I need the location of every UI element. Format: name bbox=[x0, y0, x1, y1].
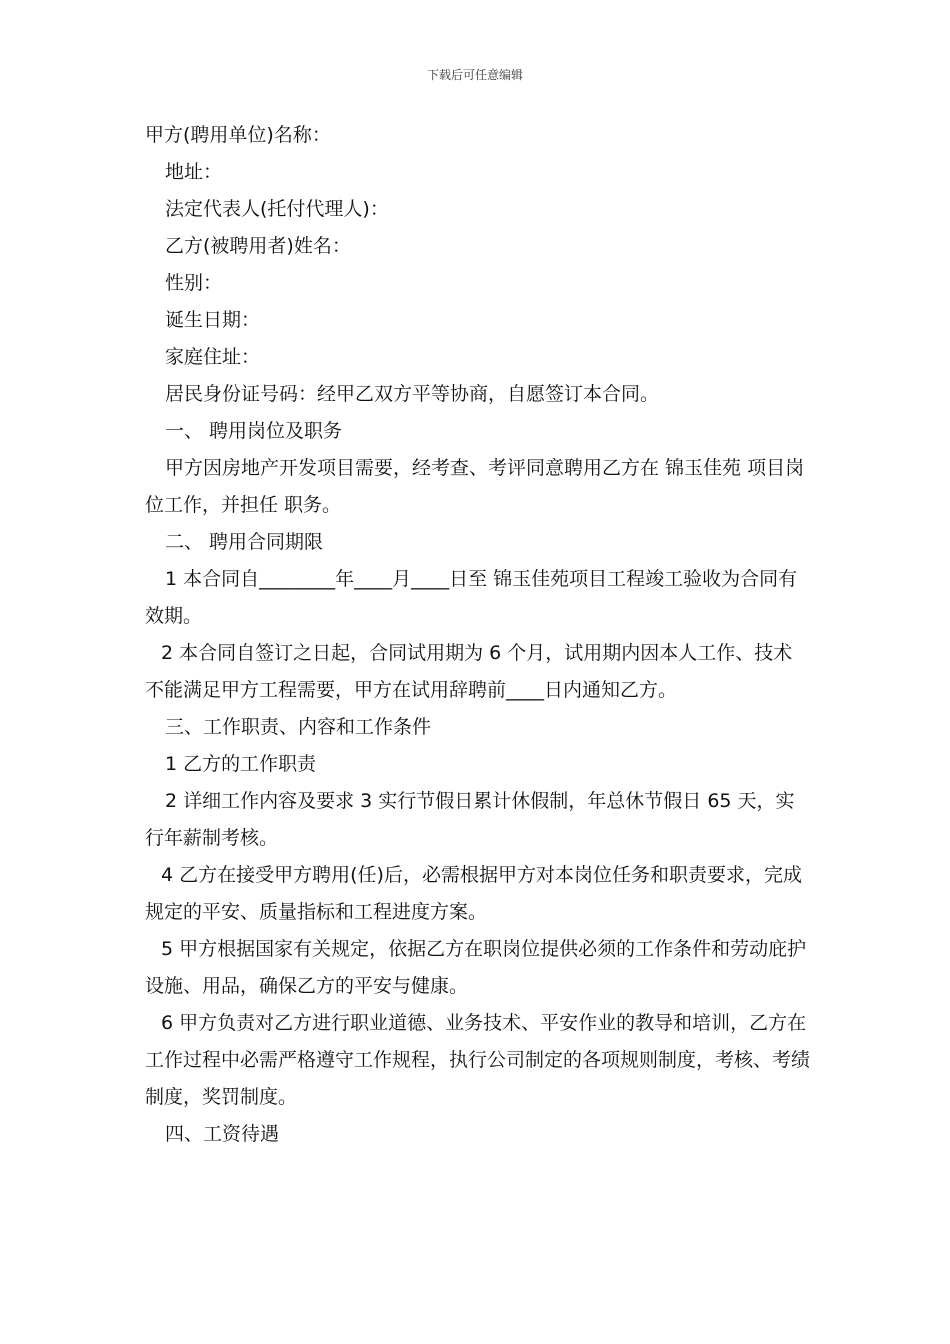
field-gender: 性别： bbox=[165, 272, 223, 294]
document-body bbox=[145, 117, 810, 1153]
section-heading-3: 三、工作职责、内容和工作条件 bbox=[165, 716, 432, 738]
paragraph: 4 乙方在接受甲方聘用(任)后，必需根据甲方对本岗位任务和职责要求，完成规定的平安、质量指标和工程进度方案。 bbox=[145, 864, 802, 923]
field-legal-representative: 法定代表人(托付代理人)： bbox=[165, 198, 389, 220]
field-employee-name: 乙方(被聘用者)姓名： bbox=[165, 235, 351, 257]
field-birth-date: 诞生日期： bbox=[165, 309, 261, 331]
field-id-number: 居民身份证号码：经甲乙双方平等协商，自愿签订本合同。 bbox=[165, 383, 660, 405]
page-header: 下载后可任意编辑 bbox=[426, 68, 523, 82]
paragraph: 6 甲方负责对乙方进行职业道德、业务技术、平安作业的教导和培训，乙方在工作过程中必需严格遵守工作规程，执行公司制定的各项规则制度，考核、考绩制度，奖罚制度。 bbox=[145, 1012, 811, 1108]
section-heading-1: 一、 聘用岗位及职务 bbox=[165, 420, 343, 442]
paragraph: 1 乙方的工作职责 bbox=[165, 753, 317, 775]
field-home-address: 家庭住址： bbox=[165, 346, 261, 368]
paragraph: 1 本合同自________年____月____日至 锦玉佳苑项目工程竣工验收为合同有效期。 bbox=[145, 568, 798, 627]
paragraph: 5 甲方根据国家有关规定，依据乙方在职岗位提供必须的工作条件和劳动庇护设施、用品，确保乙方的平安与健康。 bbox=[145, 938, 807, 997]
paragraph: 甲方因房地产开发项目需要，经考查、考评同意聘用乙方在 锦玉佳苑 项目岗位工作，并担任 职务。 bbox=[145, 457, 805, 516]
section-heading-4: 四、工资待遇 bbox=[165, 1123, 280, 1145]
paragraph: 2 本合同自签订之日起，合同试用期为 6 个月，试用期内因本人工作、技术不能满足甲方工程需要，甲方在试用辞聘前____日内通知乙方。 bbox=[145, 642, 793, 701]
section-heading-2: 二、 聘用合同期限 bbox=[165, 531, 324, 553]
paragraph: 2 详细工作内容及要求 3 实行节假日累计休假制，年总休节假日 65 天，实行年薪制考核。 bbox=[145, 790, 795, 849]
field-employer-name: 甲方(聘用单位)名称： bbox=[145, 124, 331, 146]
field-address: 地址： bbox=[165, 161, 223, 183]
